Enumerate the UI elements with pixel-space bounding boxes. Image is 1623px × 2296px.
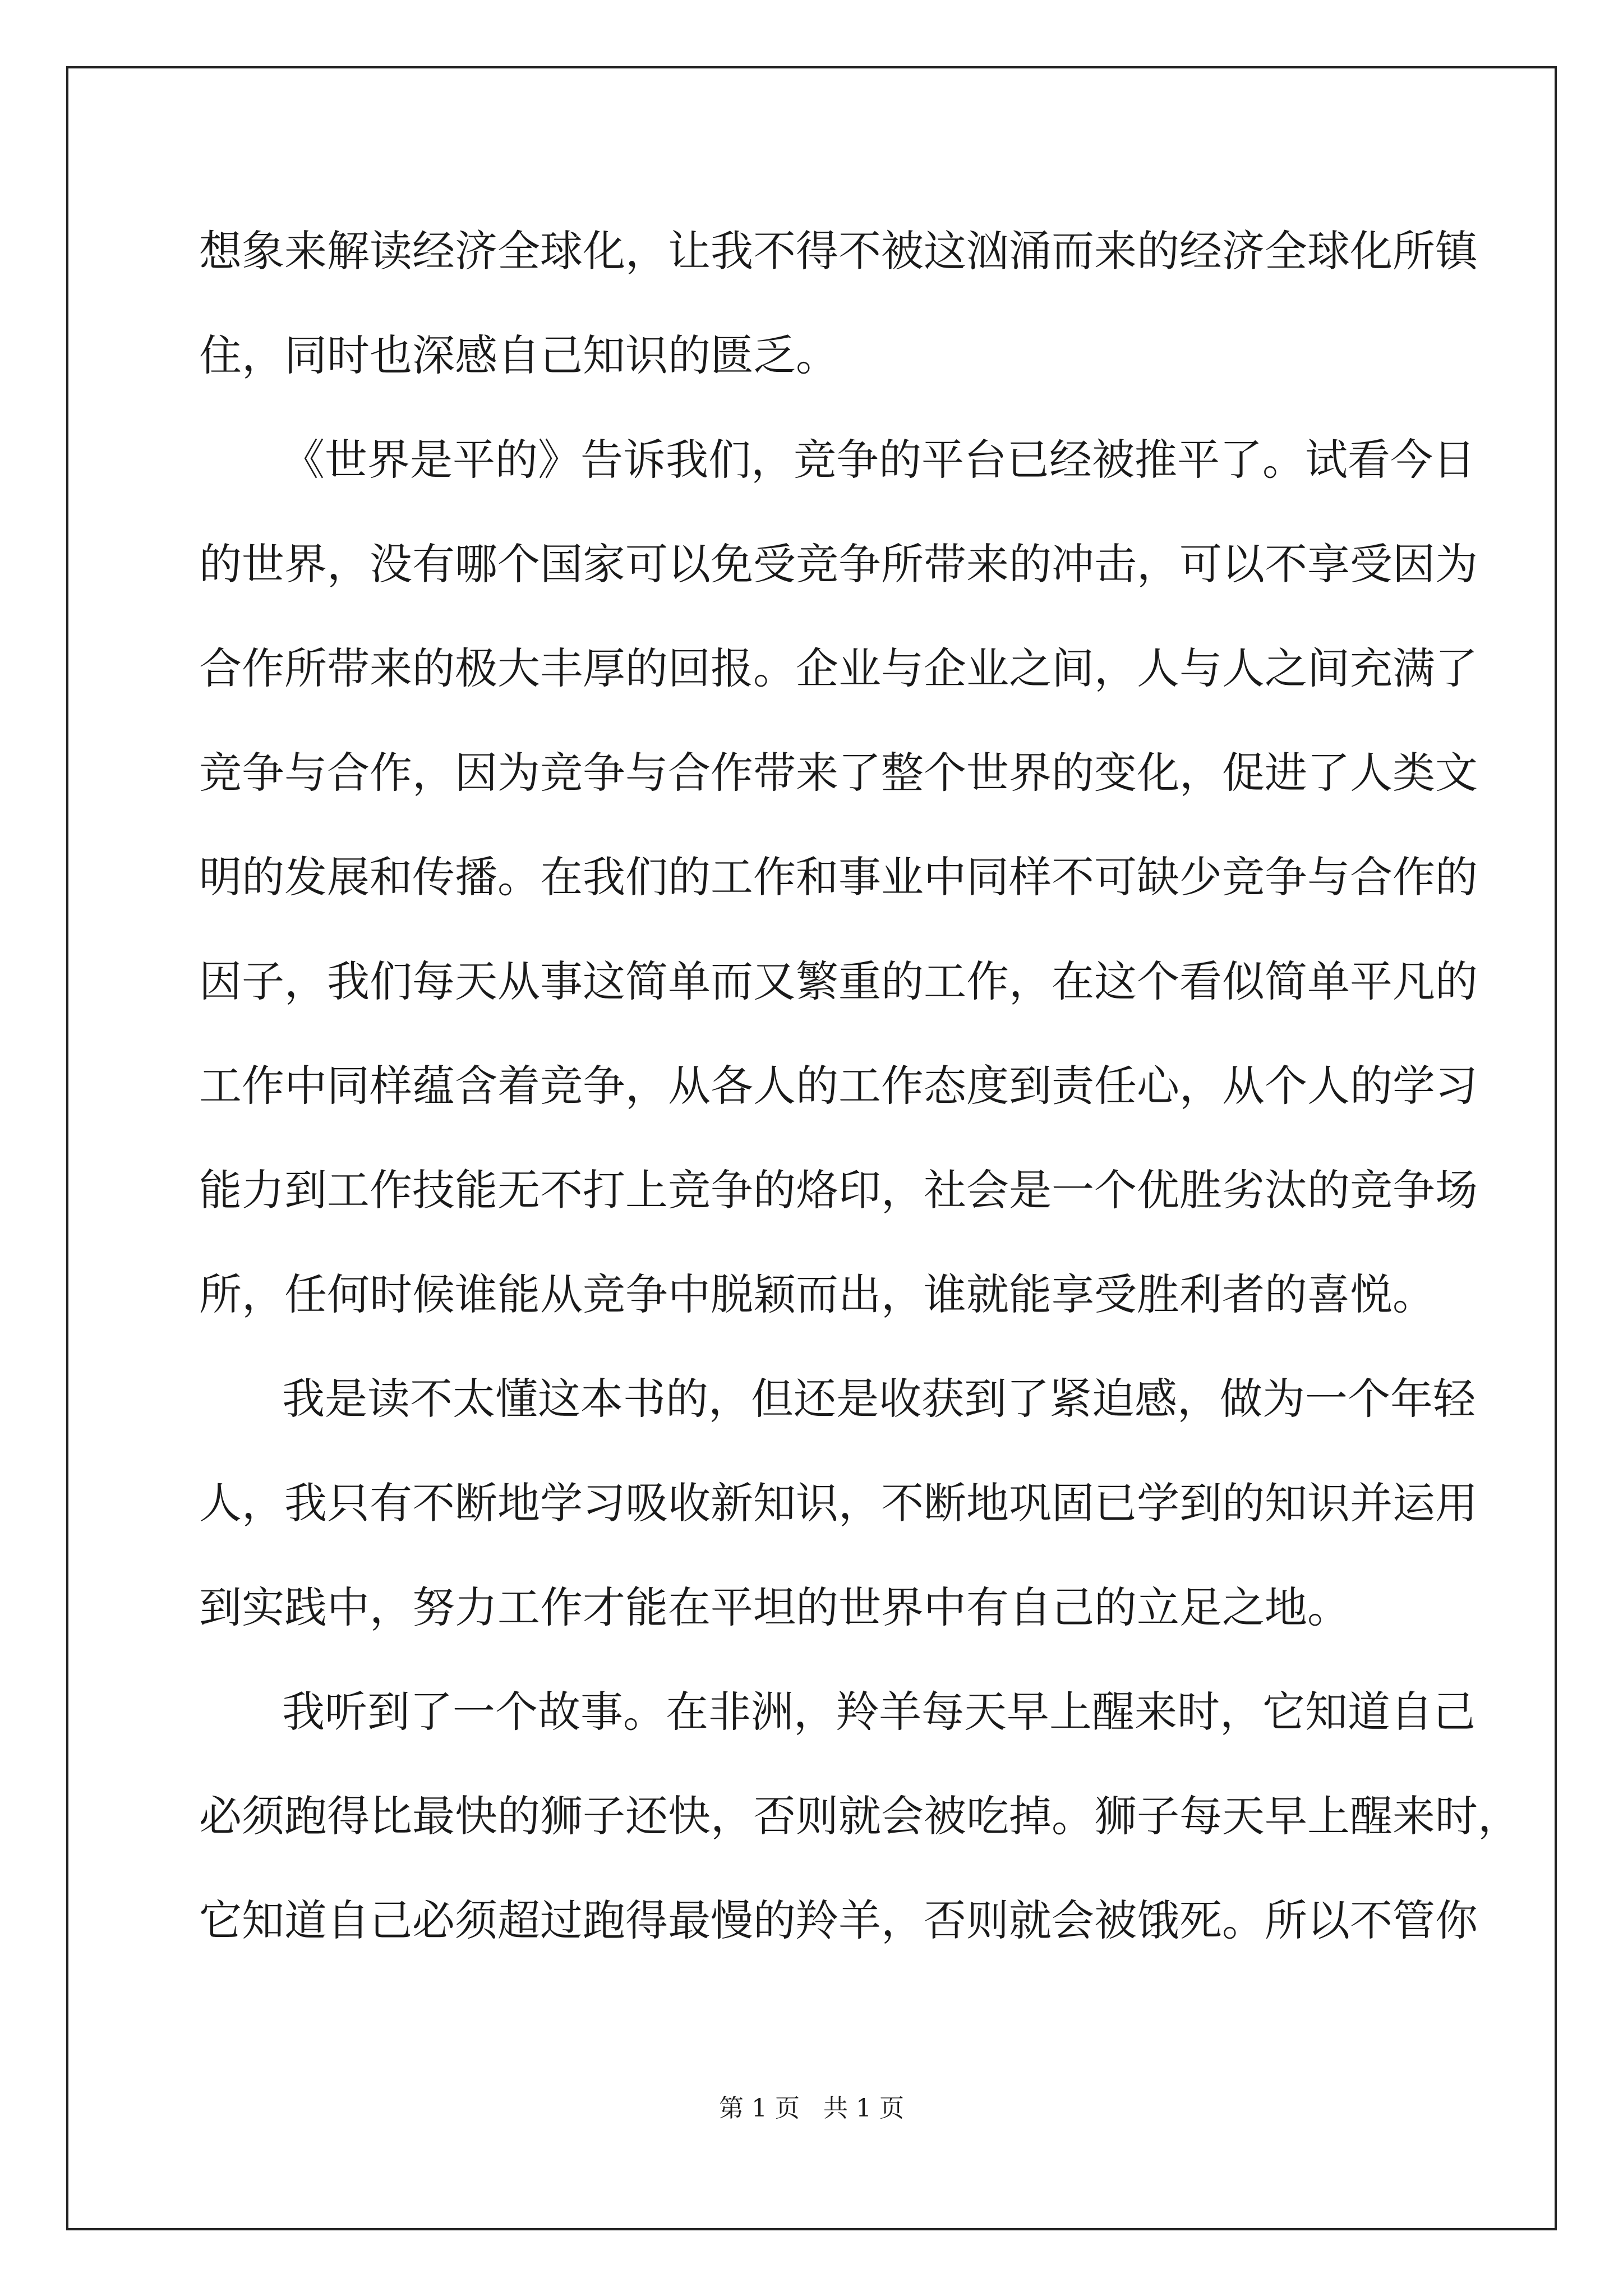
document-body (199, 199, 1520, 1973)
text-line: 我听到了一个故事。在非洲，羚羊每天早上醒来时，它知道自己 (282, 1687, 1476, 1737)
text-line: 住，同时也深感自己知识的匮乏。 (199, 330, 838, 380)
text-line: 竞争与合作，因为竞争与合作带来了整个世界的变化，促进了人类文 (199, 748, 1478, 798)
text-line: 因子，我们每天从事这简单而又繁重的工作，在这个看似简单平凡的 (199, 956, 1478, 1006)
text-line: 合作所带来的极大丰厚的回报。企业与企业之间，人与人之间充满了 (199, 643, 1478, 693)
text-line: 的世界，没有哪个国家可以免受竞争所带来的冲击，可以不享受因为 (199, 539, 1478, 589)
text-line: 它知道自己必须超过跑得最慢的羚羊，否则就会被饿死。所以不管你 (199, 1895, 1478, 1945)
text-line: 人，我只有不断地学习吸收新知识，不断地巩固已学到的知识并运用 (199, 1478, 1478, 1528)
text-line: 《世界是平的》告诉我们，竞争的平台已经被推平了。试看今日 (282, 435, 1476, 485)
text-line: 能力到工作技能无不打上竞争的烙印，社会是一个优胜劣汰的竞争场 (199, 1165, 1478, 1215)
paragraph (199, 1347, 1478, 1660)
text-line: 工作中同样蕴含着竞争，从各人的工作态度到责任心，从个人的学习 (199, 1061, 1478, 1111)
text-line: 必须跑得比最快的狮子还快，否则就会被吃掉。狮子每天早上醒来时， (199, 1791, 1520, 1841)
text-line: 我是读不太懂这本书的，但还是收获到了紧迫感，做为一个年轻 (282, 1374, 1476, 1424)
paragraph (199, 408, 1478, 1347)
page-footer: 第 1 页 共 1 页 (719, 2094, 904, 2123)
paragraph (199, 1660, 1520, 1973)
text-line: 到实践中，努力工作才能在平坦的世界中有自己的立足之地。 (199, 1582, 1350, 1632)
text-line: 所，任何时候谁能从竞争中脱颖而出，谁就能享受胜利者的喜悦。 (199, 1269, 1435, 1319)
paragraph (199, 199, 1478, 408)
text-line: 想象来解读经济全球化，让我不得不被这汹涌而来的经济全球化所镇 (199, 226, 1478, 276)
text-line: 明的发展和传播。在我们的工作和事业中同样不可缺少竞争与合作的 (199, 852, 1478, 902)
